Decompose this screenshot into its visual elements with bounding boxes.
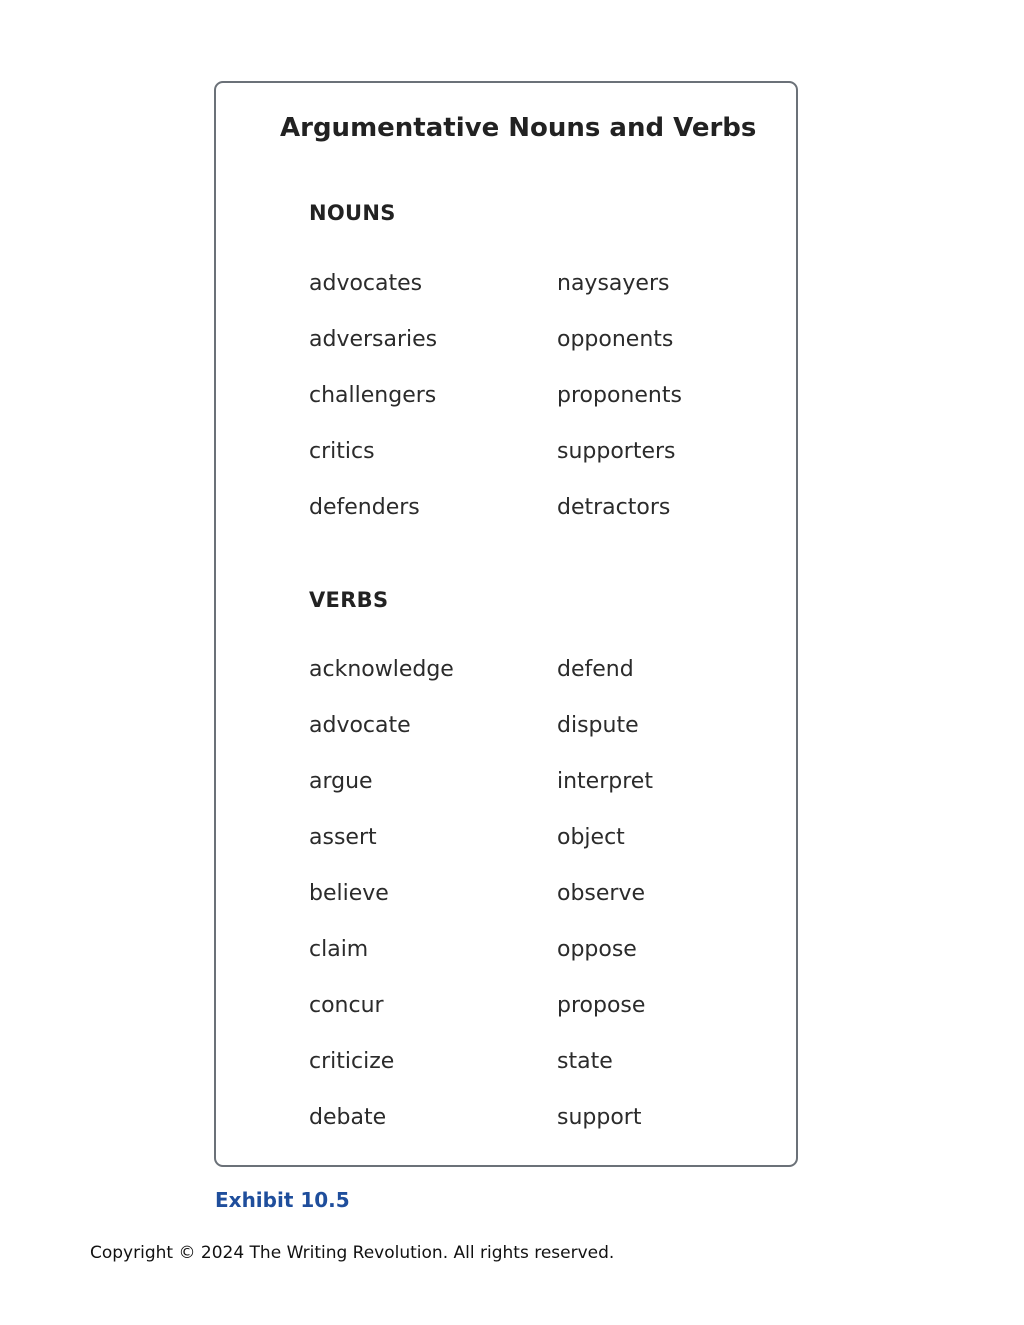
- verb-item: believe: [309, 881, 389, 906]
- card-title: Argumentative Nouns and Verbs: [280, 113, 757, 143]
- verb-item: support: [557, 1105, 642, 1130]
- noun-item: naysayers: [557, 271, 670, 296]
- nouns-heading: NOUNS: [309, 201, 396, 225]
- verb-item: observe: [557, 881, 646, 906]
- verb-item: propose: [557, 993, 646, 1018]
- noun-item: challengers: [309, 383, 437, 408]
- noun-item: adversaries: [309, 327, 438, 352]
- noun-item: opponents: [557, 327, 674, 352]
- verbs-heading: VERBS: [309, 588, 389, 612]
- copyright-notice: Copyright © 2024 The Writing Revolution. All rights reserved.: [90, 1243, 615, 1263]
- verb-item: acknowledge: [309, 657, 454, 682]
- verb-item: criticize: [309, 1049, 395, 1074]
- verb-item: advocate: [309, 713, 411, 738]
- noun-item: critics: [309, 439, 375, 464]
- verb-item: interpret: [557, 769, 653, 794]
- noun-item: advocates: [309, 271, 423, 296]
- verb-item: defend: [557, 657, 634, 682]
- verb-item: assert: [309, 825, 377, 850]
- verb-item: claim: [309, 937, 369, 962]
- verb-item: state: [557, 1049, 613, 1074]
- verb-item: debate: [309, 1105, 387, 1130]
- verb-item: dispute: [557, 713, 639, 738]
- noun-item: detractors: [557, 495, 671, 520]
- verb-item: concur: [309, 993, 384, 1018]
- noun-item: proponents: [557, 383, 682, 408]
- verb-item: argue: [309, 769, 373, 794]
- exhibit-caption: Exhibit 10.5: [215, 1188, 350, 1212]
- verb-item: object: [557, 825, 625, 850]
- verb-item: oppose: [557, 937, 637, 962]
- noun-item: defenders: [309, 495, 420, 520]
- noun-item: supporters: [557, 439, 676, 464]
- word-list-card: [214, 81, 798, 1167]
